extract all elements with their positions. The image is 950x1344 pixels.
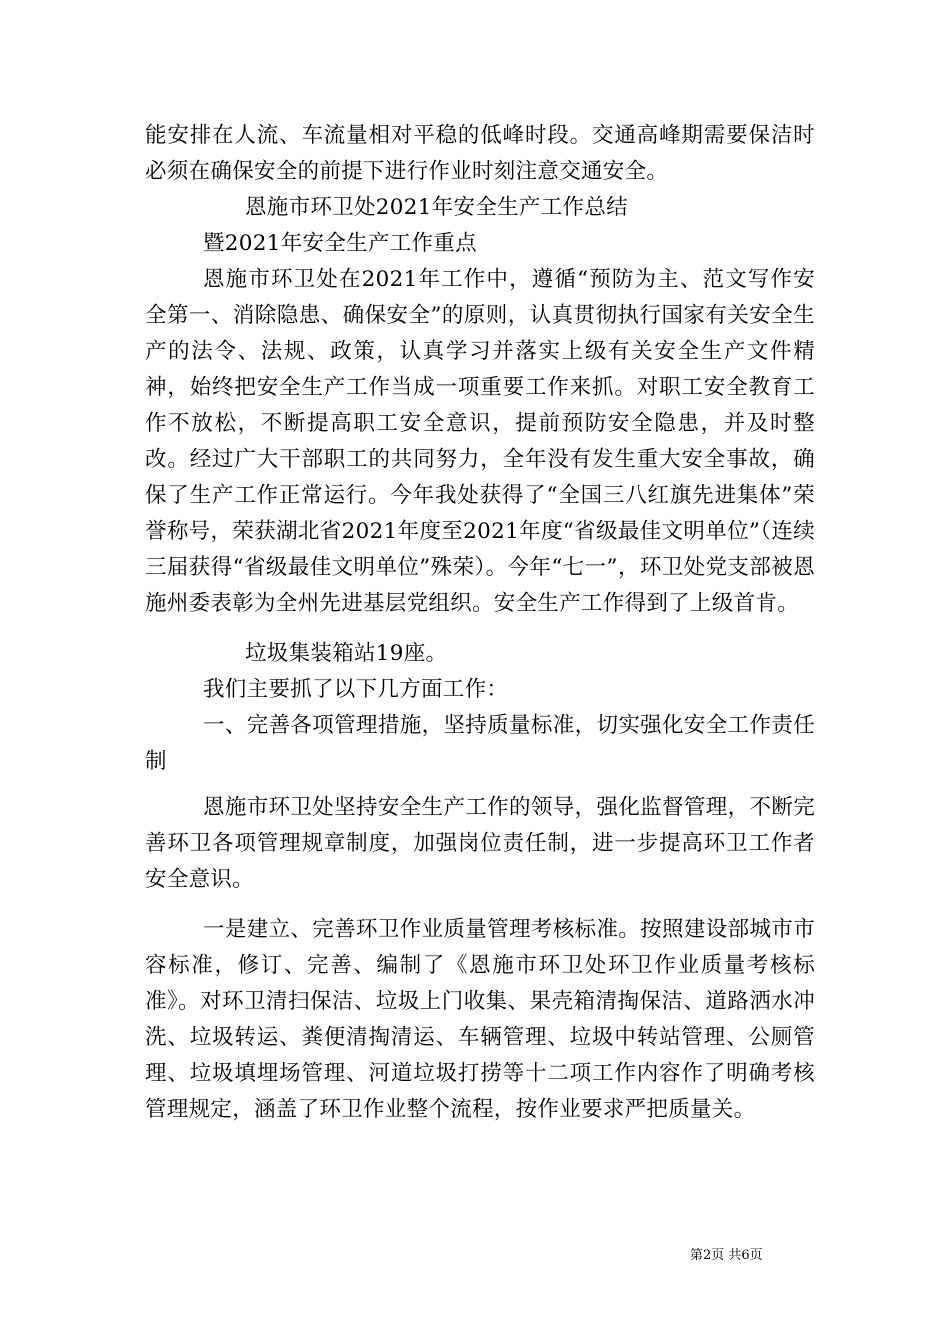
paragraph-intro: 我们主要抓了以下几方面工作： (203, 677, 509, 702)
paragraph-summary: 恩施市环卫处在2021年工作中，遵循“预防为主、范文写作安全第一、消除隐患、确保安全”的原则，认真贯彻执行国家有关安全生产的法令、法规、政策，认真学习并落实上级有关安全生产文件精神，始终把安全生产工作当成一项重要工作来抓。对职工安全教育工作不放松，不断提高职工安全意识，提前预防安全隐患，并及时整改。经过广大干部职工的共同努力，全年没有发生重大安全事故，确保了生产工作正常运行。今年我处获得了“全国三八红旗先进集体”荣誉称号，荣获湖北省2021年度至2021年度“省级最佳文明单位”（连续三届获得“省级最佳文明单位”殊荣）。今年“七一”，环卫处党支部被恩施州委表彰为全州先进基层党组织。安全生产工作得到了上级首肯。 (145, 267, 815, 616)
section-heading-one: 一、完善各项管理措施，坚持质量标准，切实强化安全工作责任制 (145, 713, 815, 774)
document-body (145, 118, 815, 1128)
paragraph-stations: 垃圾集装箱站19座。 (245, 641, 448, 666)
document-title: 恩施市环卫处2021年安全生产工作总结 (245, 195, 628, 220)
paragraph-standards: 一是建立、完善环卫作业质量管理考核标准。按照建设部城市市容标准，修订、完善、编制了《恩施市环卫处环卫作业质量考核标准》。对环卫清扫保洁、垃圾上门收集、果壳箱清掏保洁、道路洒水冲洗、垃圾转运、粪便清掏清运、车辆管理、垃圾中转站管理、公厕管理、垃圾填埋场管理、河道垃圾打捞等十二项工作内容作了明确考核管理规定，涵盖了环卫作业整个流程，按作业要求严把质量关。 (145, 917, 815, 1122)
page-number: 第2页 共6页 (690, 1248, 763, 1263)
document-subtitle: 暨2021年安全生产工作重点 (203, 231, 477, 256)
paragraph-management: 恩施市环卫处坚持安全生产工作的领导，强化监督管理，不断完善环卫各项管理规章制度，加强岗位责任制，进一步提高环卫工作者安全意识。 (145, 795, 815, 892)
paragraph-continuation: 能安排在人流、车流量相对平稳的低峰时段。交通高峰期需要保洁时必须在确保安全的前提下进行作业时刻注意交通安全。 (145, 123, 815, 184)
